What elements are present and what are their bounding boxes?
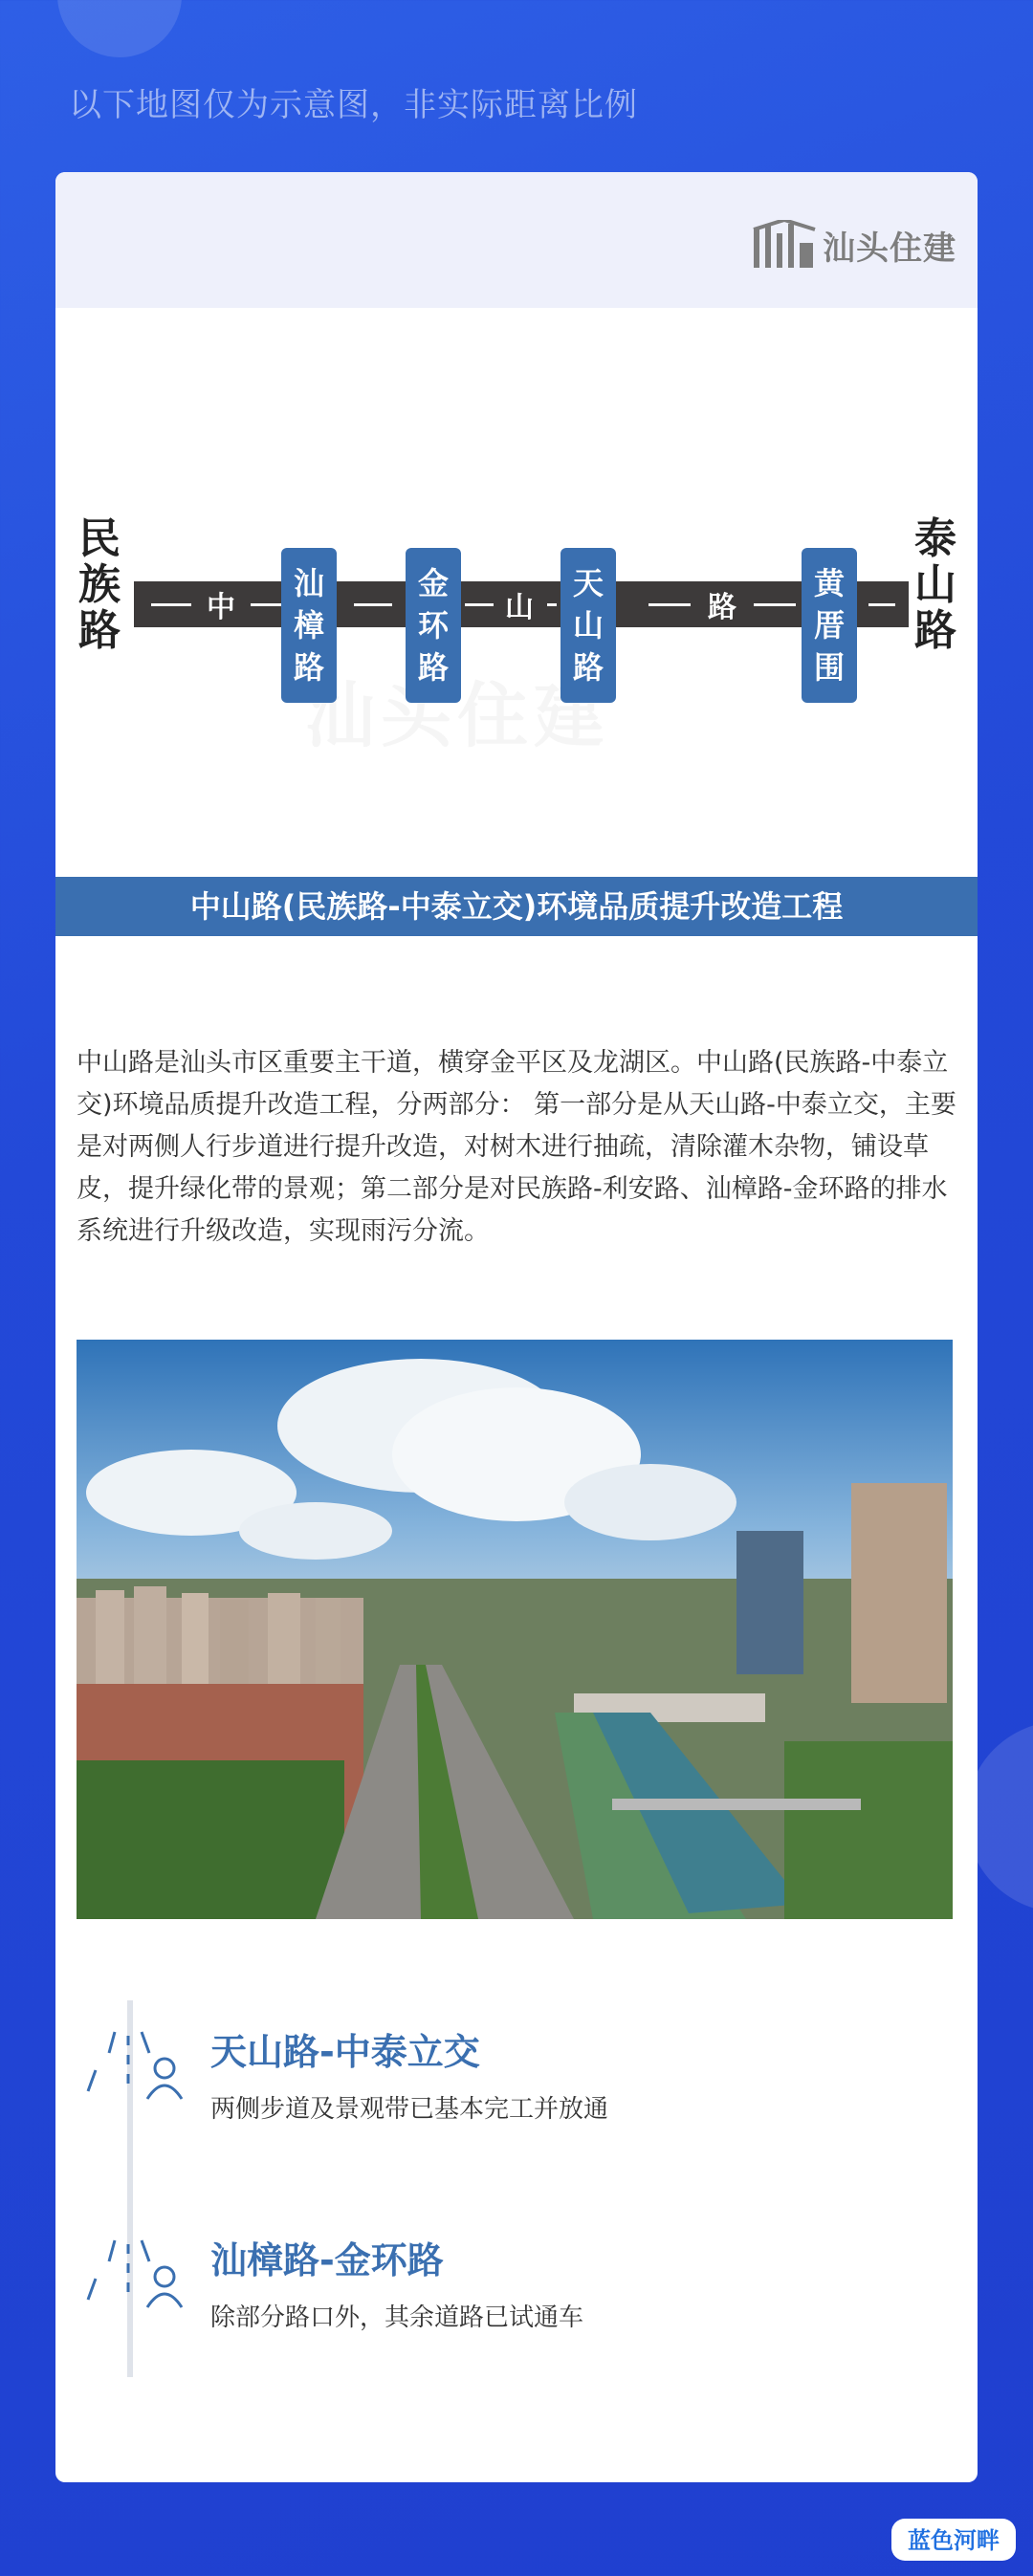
aerial-photo — [77, 1340, 953, 1919]
road-dash — [354, 603, 392, 606]
station-char: 樟 — [293, 607, 324, 644]
building-logo-icon — [752, 220, 817, 270]
project-description: 中山路是汕头市区重要主干道，横穿金平区及龙湖区。中山路(民族路-中泰立交)环境品质提升改造工程，分两部分： 第一部分是从天山路-中泰立交，主要是对两侧人行步道进行提升改造，对树木进行抽疏，清除灌木杂物，铺设草皮，提升绿化带的景观；第二部分是对民族路-利安路、汕樟路-金环路的排水系统进行升级改造，实现雨污分流。 — [77, 1048, 956, 1246]
station-char: 路 — [572, 649, 604, 686]
road-dash — [151, 603, 191, 606]
status-item — [55, 2022, 978, 2185]
station-char: 汕 — [293, 565, 324, 601]
road-dash — [754, 603, 796, 606]
road-dash — [868, 603, 895, 606]
map-left-end-char: 民 — [78, 514, 121, 563]
card-header — [55, 172, 978, 308]
station-char: 天 — [572, 565, 604, 601]
badge-text: 蓝色河畔 — [908, 2527, 1000, 2554]
status-title: 汕樟路-金环路 — [210, 2239, 444, 2281]
status-text: 除部分路口外，其余道路已试通车 — [210, 2303, 584, 2332]
map-left-end-char: 族 — [78, 560, 121, 609]
project-title-band — [55, 877, 978, 936]
station-char: 路 — [417, 649, 449, 686]
road-name-char: 中 — [207, 591, 235, 624]
logo-text: 汕头住建 — [823, 229, 956, 268]
station-char: 黄 — [813, 565, 845, 601]
pedestrian-road-icon — [84, 2022, 189, 2128]
map-right-end-label — [912, 516, 958, 654]
road-dash — [465, 603, 494, 606]
road-dash — [251, 603, 283, 606]
map-right-end-char: 山 — [914, 560, 956, 609]
road-name-char: 山 — [505, 591, 534, 624]
road-name-char: 路 — [708, 591, 736, 624]
station-char: 厝 — [813, 607, 845, 644]
decorative-circle-top — [57, 0, 182, 57]
project-title: 中山路(民族路-中泰立交)环境品质提升改造工程 — [189, 888, 844, 925]
station-shanzhang-road — [281, 548, 337, 703]
station-char: 围 — [813, 649, 845, 686]
station-char: 金 — [417, 565, 449, 601]
content-card — [55, 172, 978, 2482]
status-title: 天山路-中泰立交 — [210, 2031, 480, 2073]
station-tianshan-road — [560, 548, 616, 703]
source-badge — [891, 2515, 1016, 2572]
road-dash — [547, 603, 557, 606]
map-left-end-label — [77, 516, 122, 654]
map-disclaimer-note: 以下地图仅为示意图，非实际距离比例 — [69, 86, 638, 124]
brand-logo — [752, 220, 956, 270]
station-char: 山 — [572, 607, 604, 644]
map-left-end-char: 路 — [78, 606, 121, 655]
status-text: 两侧步道及景观带已基本完工并放通 — [210, 2095, 609, 2124]
map-right-end-char: 泰 — [914, 514, 956, 563]
station-jinhuan-road — [406, 548, 461, 703]
station-huangcuowei — [802, 548, 857, 703]
road-dash — [648, 603, 691, 606]
aerial-city-image — [77, 1340, 953, 1919]
station-char: 路 — [293, 649, 324, 686]
station-char: 环 — [417, 607, 449, 644]
road-schematic-map — [55, 459, 978, 746]
status-item — [55, 2231, 978, 2393]
pedestrian-road-icon — [84, 2231, 189, 2336]
map-right-end-char: 路 — [914, 606, 956, 655]
source-badge-logo — [891, 2515, 1016, 2568]
